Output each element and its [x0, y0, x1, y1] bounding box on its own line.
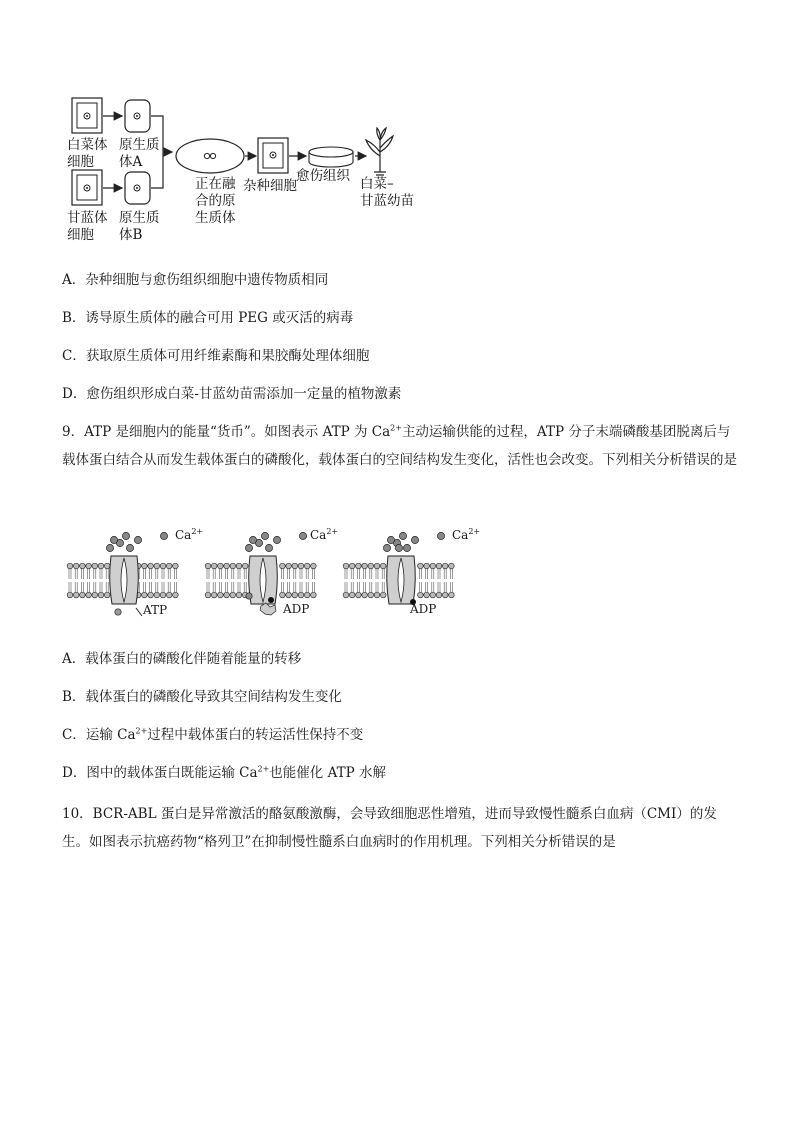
ca-ion	[399, 532, 406, 539]
ca-ion	[383, 544, 390, 551]
ca-ion	[134, 536, 141, 543]
label-protoplast-b: 原生质 体B	[119, 210, 160, 243]
q9-option-b: B．载体蛋白的磷酸化导致其空间结构发生变化	[62, 689, 342, 705]
ca-ion	[395, 544, 402, 551]
fusing-protoplast	[176, 139, 244, 173]
ion-label-1: $Ca^{2+}$	[175, 527, 204, 542]
ca-ion	[106, 544, 113, 551]
cabbage-cell	[72, 98, 102, 133]
protoplast-b	[125, 172, 150, 204]
ca-ion	[299, 532, 306, 539]
q9-option-d: D．图中的载体蛋白既能运输 $Ca^{2+}$也能催化 ATP 水解	[62, 764, 386, 781]
ca-ion	[403, 544, 410, 551]
kale-cell	[72, 170, 102, 205]
ca-ion	[411, 536, 418, 543]
adp-molecule	[260, 603, 276, 615]
q8-option-c: C．获取原生质体可用纤维素酶和果胶酶处理体细胞	[62, 348, 370, 364]
label-seedling: 白菜– 甘蓝幼苗	[360, 176, 414, 209]
label-kale-cell: 甘蓝体 细胞	[67, 210, 108, 243]
ion-label-3: $Ca^{2+}$	[452, 527, 481, 542]
q9-stem-sup: 2+	[390, 423, 402, 433]
ca-ion	[249, 536, 256, 543]
q9-stem-part2: 主动运输供能的过程，ATP 分子末端磷酸基团脱离后与载体蛋白结合从而发生载体蛋白的磷酸化，载体蛋白的空间结构发生变化，活性也会改变。下列相关分析错误的是	[62, 424, 737, 468]
q9-stem	[62, 418, 742, 474]
hybrid-cell	[258, 138, 288, 173]
adp-label-1: ADP	[283, 602, 310, 616]
ca-ion	[160, 532, 167, 539]
q9-option-c: C．运输 $Ca^{2+}$过程中载体蛋白的转运活性保持不变	[62, 726, 364, 743]
q8-option-b: B．诱导原生质体的融合可用 PEG 或灭活的病毒	[62, 310, 354, 326]
protoplast-a	[125, 100, 150, 132]
label-cabbage-cell: 白菜体 细胞	[67, 137, 108, 170]
label-protoplast-a: 原生质 体A	[119, 137, 160, 170]
atp-arrow	[136, 608, 142, 616]
q8-option-a: A．杂种细胞与愈伤组织细胞中遗传物质相同	[62, 272, 329, 288]
label-hybrid-cell: 杂种细胞	[243, 178, 297, 194]
atp-ca-transport-diagram	[0, 520, 794, 625]
ca-ion	[126, 544, 133, 551]
ca-ion	[261, 532, 268, 539]
adp-label-2: ADP	[410, 602, 437, 616]
ca-ion	[387, 536, 394, 543]
ca-ion	[273, 536, 280, 543]
ca-ion	[265, 544, 272, 551]
ca-ion	[122, 532, 129, 539]
ion-label-2: $Ca^{2+}$	[310, 527, 339, 542]
ca-ion	[245, 544, 252, 551]
ca-ion	[110, 536, 117, 543]
label-fusing-protoplast: 正在融 合的原 生质体	[195, 176, 236, 226]
ca-ion	[246, 593, 252, 599]
phosphate-group	[268, 597, 274, 603]
callus-dish	[309, 147, 353, 167]
q9-stem-part1: 9．ATP 是细胞内的能量“货币”。如图表示 ATP 为 Ca	[62, 424, 391, 440]
ca-ion	[437, 532, 444, 539]
q8-option-d: D．愈伤组织形成白菜-甘蓝幼苗需添加一定量的植物激素	[62, 386, 402, 402]
q9-option-a: A．载体蛋白的磷酸化伴随着能量的转移	[62, 651, 302, 667]
label-callus: 愈伤组织	[296, 168, 350, 184]
seedling-icon	[366, 128, 393, 175]
atp-label: ATP	[143, 603, 168, 617]
ca-ion	[115, 609, 121, 615]
q10-stem: 10．BCR-ABL 蛋白是异常激活的酪氨酸激酶，会导致细胞恶性增殖，进而导致慢性髓系白血病（CMI）的发生。如图表示抗癌药物“格列卫”在抑制慢性髓系白血病时的作用机理。下列相关分析错误的是	[62, 806, 717, 850]
